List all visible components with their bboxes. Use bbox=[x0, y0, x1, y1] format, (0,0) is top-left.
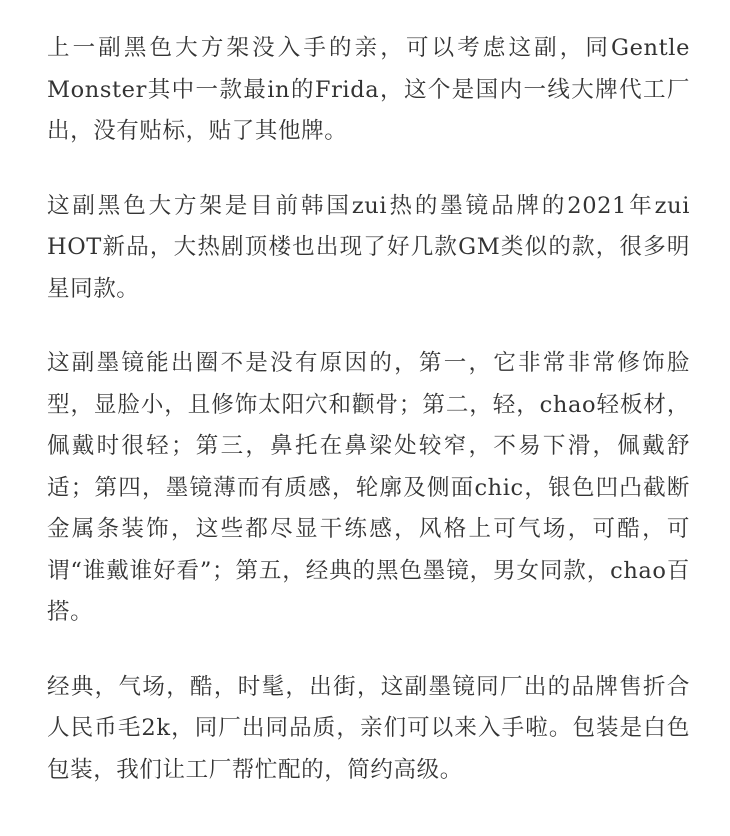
paragraph-1: 上一副黑色大方架没入手的亲，可以考虑这副，同Gentle Monster其中一款最in的Frida，这个是国内一线大牌代工厂出，没有贴标，贴了其他牌。 bbox=[47, 35, 690, 144]
paragraph-3: 这副墨镜能出圈不是没有原因的，第一，它非常非常修饰脸型，显脸小，且修饰太阳穴和颧骨；第二，轻，chao轻板材，佩戴时很轻；第三，鼻托在鼻梁处较窄，不易下滑，佩戴舒适；第四，墨镜薄而有质感，轮廓及侧面chic，银色凹凸截断金属条装饰，这些都尽显干练感，风格上可气场，可酷，可谓“谁戴谁好看”；第五，经典的黑色墨镜，男女同款，chao百搭。 bbox=[47, 350, 690, 625]
paragraph-4: 经典，气场，酷，时髦，出街，这副墨镜同厂出的品牌售折合人民币毛2k，同厂出同品质，亲们可以来入手啦。包装是白色包装，我们让工厂帮忙配的，简约高级。 bbox=[47, 673, 690, 783]
paragraph-2: 这副黑色大方架是目前韩国zui热的墨镜品牌的2021年zui HOT新品，大热剧顶楼也出现了好几款GM类似的款，很多明星同款。 bbox=[47, 192, 690, 302]
